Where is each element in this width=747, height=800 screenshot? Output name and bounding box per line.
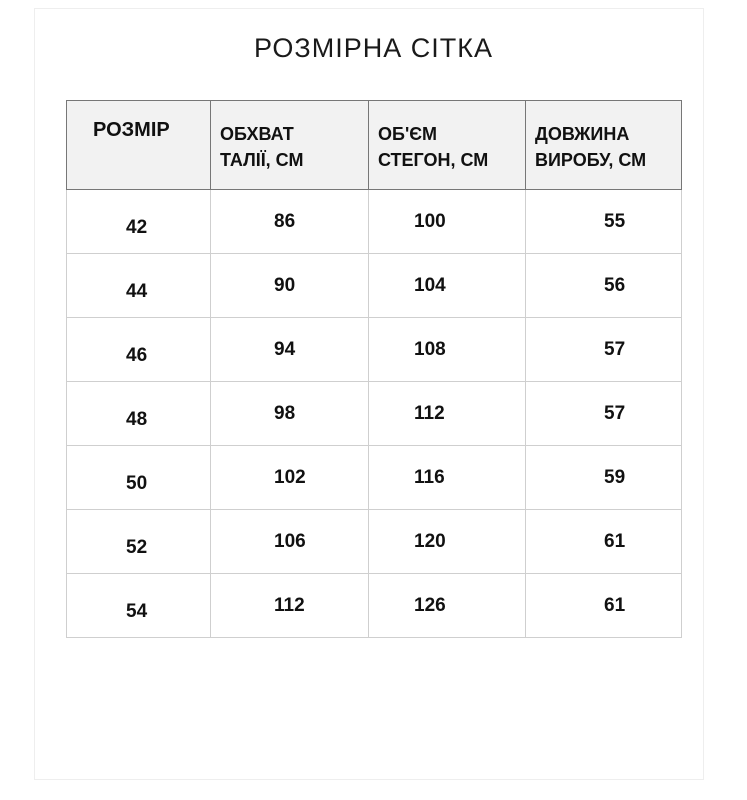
cell-size: 52 [67,510,211,574]
cell-hips: 100 [369,190,526,254]
cell-waist: 98 [211,382,369,446]
cell-length: 57 [526,382,682,446]
cell-length: 57 [526,318,682,382]
cell-size: 48 [67,382,211,446]
header-length-line1: ДОВЖИНА [535,124,630,144]
cell-hips: 126 [369,574,526,638]
table-row [67,446,682,510]
cell-size: 44 [67,254,211,318]
cell-size: 42 [67,190,211,254]
table-header-row [67,101,682,190]
cell-hips: 120 [369,510,526,574]
header-length-line2: ВИРОБУ, СМ [535,150,647,170]
cell-length: 59 [526,446,682,510]
cell-waist: 90 [211,254,369,318]
table-row [67,382,682,446]
cell-waist: 102 [211,446,369,510]
header-waist-line1: ОБХВАТ [220,124,294,144]
table-row [67,574,682,638]
header-waist-line2: ТАЛІЇ, СМ [220,150,304,170]
size-table [66,100,682,638]
table-row [67,190,682,254]
cell-hips: 116 [369,446,526,510]
cell-hips: 104 [369,254,526,318]
cell-length: 55 [526,190,682,254]
cell-hips: 108 [369,318,526,382]
header-size-label: РОЗМІР [93,119,170,141]
cell-length: 61 [526,510,682,574]
cell-waist: 86 [211,190,369,254]
cell-length: 61 [526,574,682,638]
header-hips-line2: СТЕГОН, СМ [378,150,489,170]
cell-size: 54 [67,574,211,638]
header-hips [369,101,526,190]
table-row [67,510,682,574]
cell-waist: 106 [211,510,369,574]
header-waist [211,101,369,190]
cell-waist: 112 [211,574,369,638]
cell-length: 56 [526,254,682,318]
header-hips-line1: ОБ'ЄМ [378,124,438,144]
header-size [67,101,211,190]
table-row [67,254,682,318]
cell-hips: 112 [369,382,526,446]
header-length [526,101,682,190]
table-row [67,318,682,382]
cell-size: 46 [67,318,211,382]
cell-waist: 94 [211,318,369,382]
cell-size: 50 [67,446,211,510]
page-title: РОЗМІРНА СІТКА [254,33,493,63]
